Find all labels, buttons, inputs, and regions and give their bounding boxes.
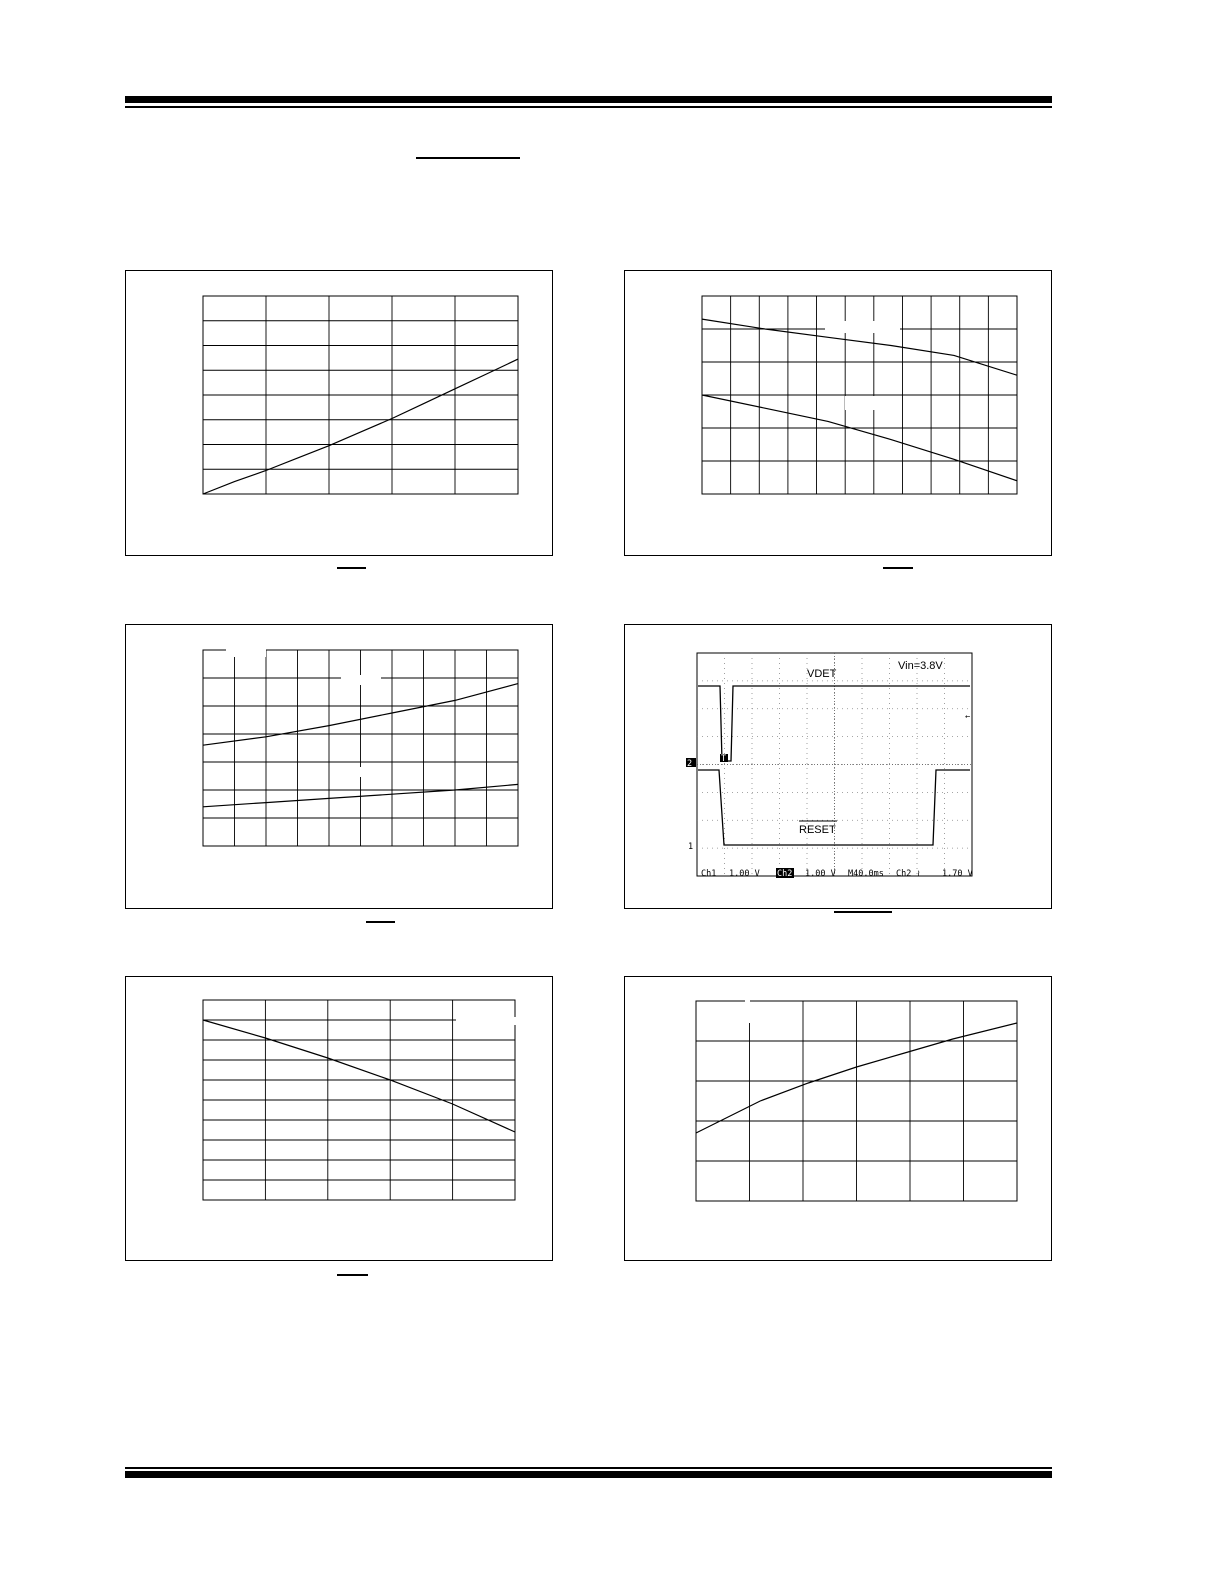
status-ch2: Ch2 bbox=[777, 869, 793, 879]
caption-2-overline bbox=[883, 567, 913, 569]
figure-5-chart bbox=[126, 977, 554, 1262]
caption-3-overline bbox=[366, 921, 395, 923]
status-ch2-scale: 1.00 V bbox=[805, 869, 836, 879]
figure-6-chart bbox=[625, 977, 1053, 1262]
footer-rule-thin bbox=[125, 1467, 1052, 1469]
figure-4 bbox=[624, 624, 1052, 909]
grid-gap bbox=[226, 647, 266, 657]
figure-4-oscilloscope bbox=[625, 625, 1053, 910]
trigger-level-arrow: ← bbox=[965, 712, 971, 722]
grid-gap bbox=[341, 767, 381, 777]
vdet-label: VDET bbox=[807, 668, 837, 680]
grid-gap bbox=[456, 1017, 518, 1025]
vin-label: Vin=3.8V bbox=[898, 660, 943, 672]
caption-5-overline bbox=[337, 1274, 368, 1276]
status-timebase: M40.0ms bbox=[848, 869, 884, 879]
grid-gap bbox=[341, 675, 381, 685]
status-trigger-level: 1.70 V bbox=[942, 869, 973, 879]
figure-2-chart bbox=[625, 271, 1053, 557]
caption-4-overline bbox=[834, 911, 892, 913]
section-heading-overline bbox=[416, 157, 520, 159]
status-trigger-source: Ch2 bbox=[896, 869, 912, 879]
figure-5 bbox=[125, 976, 553, 1261]
figure-3-chart bbox=[126, 625, 554, 910]
figure-1 bbox=[125, 270, 553, 556]
figure-6 bbox=[624, 976, 1052, 1261]
ch2-marker: 2 bbox=[687, 759, 693, 769]
status-trigger-slope: ≀ bbox=[917, 869, 921, 879]
status-ch1-scale: 1.00 V bbox=[729, 869, 760, 879]
trigger-marker: T bbox=[721, 754, 727, 764]
status-ch1: Ch1 bbox=[701, 869, 717, 879]
header-rule-thick bbox=[125, 96, 1052, 103]
header-rule-thin bbox=[125, 106, 1052, 108]
figure-3 bbox=[125, 624, 553, 909]
grid-gap bbox=[745, 999, 750, 1023]
footer-rule-thick bbox=[125, 1471, 1052, 1478]
caption-1-overline bbox=[337, 567, 366, 569]
ch1-marker: 1 bbox=[688, 842, 694, 852]
figure-1-chart bbox=[126, 271, 554, 557]
figure-2 bbox=[624, 270, 1052, 556]
reset-label: RESET bbox=[799, 824, 836, 836]
grid-gap bbox=[825, 321, 900, 333]
grid-gap bbox=[845, 396, 885, 410]
